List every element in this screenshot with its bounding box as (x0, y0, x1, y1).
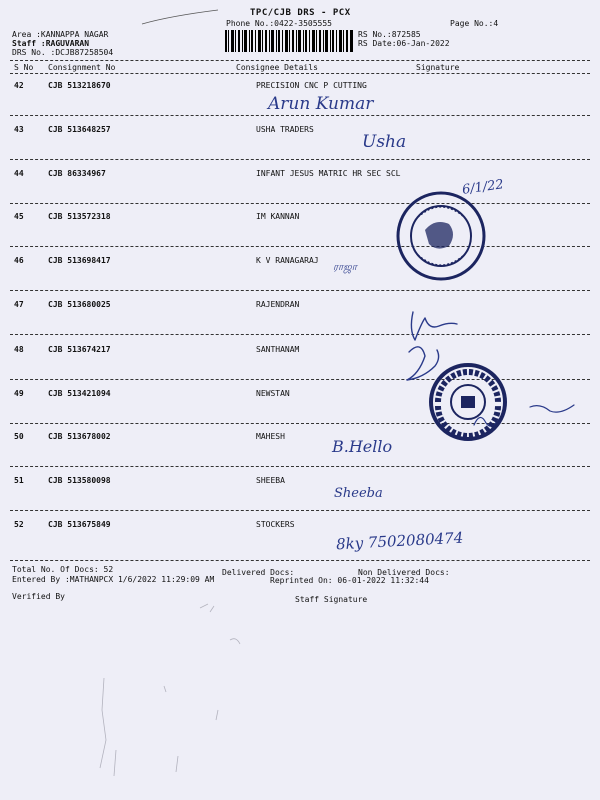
table-row (0, 125, 600, 170)
row-consignment: CJB 513678002 (48, 432, 111, 441)
row-consignment: CJB 513648257 (48, 125, 111, 134)
header-divider-top (10, 60, 590, 61)
header-divider-bottom (10, 73, 590, 74)
row-consignee: IM KANNAN (256, 212, 300, 221)
row-divider (10, 246, 590, 247)
row-consignee: STOCKERS (256, 520, 295, 529)
table-row (0, 520, 600, 565)
non-delivered-docs: Non Delivered Docs: (358, 568, 450, 577)
drs-number: DRS No. :DCJB87258504 (12, 48, 114, 57)
row-sno: 51 (14, 476, 24, 485)
row-consignee: NEWSTAN (256, 389, 290, 398)
row-sno: 46 (14, 256, 24, 265)
pen-stroke-mark (140, 8, 220, 28)
total-docs: Total No. Of Docs: 52 (12, 565, 114, 574)
row-consignee: INFANT JESUS MATRIC HR SEC SCL (256, 169, 401, 178)
row-consignee: PRECISION CNC P CUTTING (256, 81, 367, 90)
row-sno: 50 (14, 432, 24, 441)
row-consignment: CJB 513572318 (48, 212, 111, 221)
rs-date: RS Date:06-Jan-2022 (358, 39, 450, 48)
row-divider (10, 203, 590, 204)
handwritten-signature: B.Hello (332, 437, 393, 456)
handwritten-signature: ராஜா (333, 262, 357, 273)
row-sno: 48 (14, 345, 24, 354)
table-row (0, 169, 600, 214)
reprinted-on: Reprinted On: 06-01-2022 11:32:44 (270, 576, 429, 585)
page-number: Page No.:4 (450, 19, 499, 28)
row-consignee: USHA TRADERS (256, 125, 314, 134)
row-divider (10, 290, 590, 291)
rs-number: RS No.:872585 (358, 30, 421, 39)
column-sno: S No (14, 63, 34, 72)
row-consignee: SHEEBA (256, 476, 285, 485)
row-consignment: CJB 513698417 (48, 256, 111, 265)
row-sno: 44 (14, 169, 24, 178)
handwritten-signature: Arun Kumar (268, 94, 374, 114)
column-consignee: Consignee Details (236, 63, 318, 72)
company-stamp (395, 190, 487, 282)
row-consignment: CJB 513675849 (48, 520, 111, 529)
table-row (0, 476, 600, 521)
delivered-docs: Delivered Docs: (222, 568, 295, 577)
table-row (0, 432, 600, 477)
row-sno: 45 (14, 212, 24, 221)
row-consignment: CJB 513674217 (48, 345, 111, 354)
row-consignment: CJB 86334967 (48, 169, 106, 178)
row-consignee: K V RANAGARAJ (256, 256, 319, 265)
row-sno: 43 (14, 125, 24, 134)
company-stamp (428, 362, 508, 442)
row-divider (10, 115, 590, 116)
phone-number: Phone No.:0422-3505555 (226, 19, 332, 28)
row-consignment: CJB 513680025 (48, 300, 111, 309)
staff-label: Staff :RAGUVARAN (12, 39, 90, 48)
column-consignment: Consignment No (48, 63, 116, 72)
row-consignee: RAJENDRAN (256, 300, 300, 309)
row-divider (10, 510, 590, 511)
table-row (0, 256, 600, 301)
row-consignment: CJB 513218670 (48, 81, 111, 90)
row-sno: 47 (14, 300, 24, 309)
row-consignment: CJB 513421094 (48, 389, 111, 398)
entered-by: Entered By :MATHANPCX 1/6/2022 11:29:09 AM (12, 575, 215, 584)
row-sno: 52 (14, 520, 24, 529)
table-row (0, 212, 600, 257)
staff-signature: Staff Signature (295, 595, 368, 604)
row-sno: 42 (14, 81, 24, 90)
column-signature: Signature (416, 63, 460, 72)
verified-by: Verified By (12, 592, 65, 601)
table-row (0, 345, 600, 390)
document-title: TPC/CJB DRS - PCX (250, 8, 351, 18)
barcode (225, 30, 353, 52)
table-row (0, 300, 600, 345)
row-divider (10, 159, 590, 160)
handwritten-signature: Sheeba (334, 486, 383, 501)
row-consignee: SANTHANAM (256, 345, 300, 354)
scan-marks (80, 600, 280, 790)
row-consignment: CJB 513580098 (48, 476, 111, 485)
table-bottom-divider (10, 560, 590, 561)
handwritten-signature: 8ky 7502080474 (335, 528, 464, 554)
row-divider (10, 334, 590, 335)
row-divider (10, 466, 590, 467)
area-label: Area :KANNAPPA NAGAR (12, 30, 109, 39)
handwritten-signature: Usha (362, 132, 407, 152)
row-sno: 49 (14, 389, 24, 398)
handwritten-signature: 6/1/22 (461, 177, 505, 198)
row-consignee: MAHESH (256, 432, 285, 441)
